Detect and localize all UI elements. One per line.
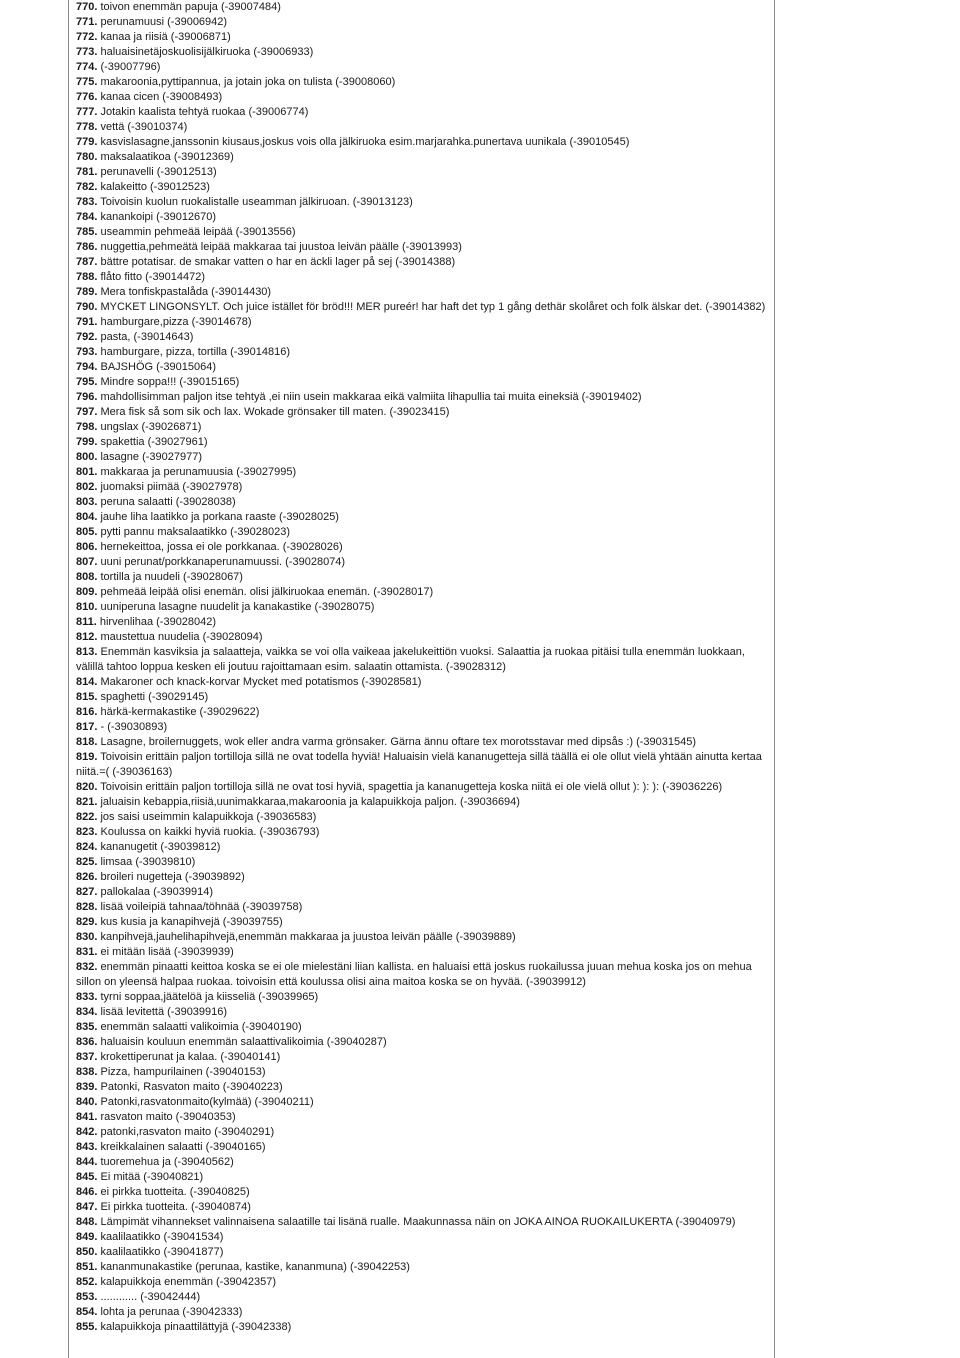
item-number: 821. [76,796,98,808]
list-item [76,1005,770,1020]
item-number: 827. [76,886,98,898]
item-number: 810. [76,601,98,613]
list-item [76,1080,770,1095]
item-text: ei pirkka tuotteita. (-39040825) [100,1186,250,1198]
list-item [76,150,770,165]
item-text: limsaa (-39039810) [100,856,196,868]
list-item [76,105,770,120]
list-item [76,75,770,90]
item-text: lisää levitettä (-39039916) [100,1006,228,1018]
item-text: Makaroner och knack-korvar Mycket med potatismos (-39028581) [100,676,422,688]
item-number: 800. [76,451,98,463]
item-text: kreikkalainen salaatti (-39040165) [100,1141,266,1153]
item-number: 817. [76,721,98,733]
item-number: 825. [76,856,98,868]
item-number: 792. [76,331,98,343]
response-list [76,0,770,1335]
item-text: hernekeittoa, jossa ei ole porkkanaa. (-39028026) [100,541,343,553]
item-text: nuggettia,pehmeätä leipää makkaraa tai juustoa leivän päälle (-39013993) [100,241,462,253]
item-text: makaroonia,pyttipannua, ja jotain joka on tulista (-39008060) [100,76,396,88]
item-text: toivon enemmän papuja (-39007484) [100,1,281,13]
item-text: Lämpimät vihannekset valinnaisena salaatille tai lisänä rualle. Maakunnassa näin on JOKA AINOA RUOKAILUKERTA (-39040979) [100,1216,736,1228]
item-number: 820. [76,781,98,793]
item-text: krokettiperunat ja kalaa. (-39040141) [100,1051,281,1063]
item-number: 779. [76,136,98,148]
item-number: 813. [76,646,98,658]
item-text: spaghetti (-39029145) [100,691,209,703]
item-number: 786. [76,241,98,253]
list-item [76,1185,770,1200]
item-text: jos saisi useimmin kalapuikkoja (-39036583) [100,811,317,823]
item-text: ............ (-39042444) [100,1291,201,1303]
list-item [76,840,770,855]
item-text: kalapuikkoja pinaattilättyjä (-39042338) [100,1321,292,1333]
list-item [76,390,770,405]
item-number: 822. [76,811,98,823]
item-number: 777. [76,106,98,118]
item-number: 835. [76,1021,98,1033]
list-item [76,945,770,960]
item-text: bättre potatisar. de smakar vatten o har en äckli lager på sej (-39014388) [100,256,456,268]
item-number: 785. [76,226,98,238]
item-number: 787. [76,256,98,268]
item-text: lisää voileipiä tahnaa/töhnää (-39039758) [100,901,303,913]
item-text: Jotakin kaalista tehtyä ruokaa (-39006774) [100,106,309,118]
list-item [76,45,770,60]
list-item [76,420,770,435]
list-item [76,1095,770,1110]
item-text: hamburgare,pizza (-39014678) [100,316,252,328]
item-number: 781. [76,166,98,178]
list-item [76,30,770,45]
item-text: hamburgare, pizza, tortilla (-39014816) [100,346,291,358]
list-item [76,1050,770,1065]
item-text: Patonki,rasvatonmaito(kylmää) (-39040211) [100,1096,314,1108]
item-number: 836. [76,1036,98,1048]
item-number: 819. [76,751,98,763]
item-text: Toivoisin erittäin paljon tortilloja sillä ne ovat tosi hyviä, spagettia ja kananugetteja koska niitä ei ole vielä ollut ): ): ): (-39036226) [100,781,723,793]
item-number: 790. [76,301,98,313]
item-text: Ei pirkka tuotteita. (-39040874) [100,1201,251,1213]
item-text: pytti pannu maksalaatikko (-39028023) [100,526,291,538]
item-text: Mindre soppa!!! (-39015165) [100,376,240,388]
list-item [76,795,770,810]
item-number: 791. [76,316,98,328]
item-number: 807. [76,556,98,568]
item-number: 776. [76,91,98,103]
list-item [76,270,770,285]
item-number: 805. [76,526,98,538]
list-item [76,570,770,585]
list-item [76,735,770,750]
item-text: kasvislasagne,janssonin kiusaus,joskus vois olla jälkiruoka esim.marjarahka.punertava uunikala (-39010545) [100,136,630,148]
item-text: (-39007796) [100,61,161,73]
list-item [76,1200,770,1215]
list-item [76,750,770,780]
list-item [76,60,770,75]
item-text: ungslax (-39026871) [100,421,202,433]
item-number: 851. [76,1261,98,1273]
list-item [76,900,770,915]
item-number: 842. [76,1126,98,1138]
list-item [76,810,770,825]
item-text: hirvenlihaa (-39028042) [99,616,217,628]
list-item [76,1320,770,1335]
item-number: 799. [76,436,98,448]
item-number: 834. [76,1006,98,1018]
item-number: 854. [76,1306,98,1318]
item-number: 794. [76,361,98,373]
item-text: patonki,rasvaton maito (-39040291) [100,1126,275,1138]
list-item [76,315,770,330]
list-item [76,0,770,15]
list-item [76,240,770,255]
item-text: tuoremehua ja (-39040562) [100,1156,234,1168]
item-number: 855. [76,1321,98,1333]
list-item [76,255,770,270]
list-item [76,720,770,735]
item-text: ei mitään lisää (-39039939) [100,946,234,958]
item-number: 815. [76,691,98,703]
item-text: kalapuikkoja enemmän (-39042357) [100,1276,276,1288]
item-number: 801. [76,466,98,478]
item-text: Toivoisin erittäin paljon tortilloja sillä ne ovat todella hyviä! Haluaisin vielä kananugetteja sillä täällä ei ole ollut vielä yhtään ainutta kertaa niitä.=( (-39036163) [76,751,762,778]
item-number: 797. [76,406,98,418]
list-item [76,495,770,510]
item-number: 848. [76,1216,98,1228]
item-text: kalakeitto (-39012523) [100,181,210,193]
item-text: haluaisinetäjoskuolisijälkiruoka (-39006933) [100,46,314,58]
item-text: kaalilaatikko (-39041877) [100,1246,224,1258]
item-number: 780. [76,151,98,163]
item-number: 770. [76,1,98,13]
list-item [76,1215,770,1230]
list-item [76,180,770,195]
item-number: 841. [76,1111,98,1123]
item-number: 839. [76,1081,98,1093]
item-text: kanankoipi (-39012670) [100,211,217,223]
list-item [76,1155,770,1170]
item-number: 832. [76,961,98,973]
item-number: 818. [76,736,98,748]
list-item [76,630,770,645]
list-item [76,1230,770,1245]
list-item [76,15,770,30]
item-number: 830. [76,931,98,943]
list-item [76,1170,770,1185]
item-text: lasagne (-39027977) [100,451,203,463]
list-item [76,600,770,615]
item-number: 828. [76,901,98,913]
item-number: 837. [76,1051,98,1063]
list-item [76,1110,770,1125]
item-text: juomaksi piimää (-39027978) [100,481,243,493]
item-number: 811. [76,616,97,628]
item-number: 784. [76,211,98,223]
list-item [76,1245,770,1260]
item-text: perunamuusi (-39006942) [100,16,228,28]
item-text: vettä (-39010374) [100,121,188,133]
list-item [76,960,770,990]
list-item [76,1065,770,1080]
list-item [76,1035,770,1050]
list-item [76,870,770,885]
item-number: 823. [76,826,98,838]
item-text: kanaa cicen (-39008493) [100,91,223,103]
list-item [76,165,770,180]
list-item [76,330,770,345]
item-text: haluaisin kouluun enemmän salaattivalikoimia (-39040287) [100,1036,387,1048]
list-item [76,225,770,240]
item-text: kananugetit (-39039812) [100,841,221,853]
item-text: tyrni soppaa,jäätelöä ja kiisseliä (-39039965) [100,991,319,1003]
item-number: 798. [76,421,98,433]
item-text: peruna salaatti (-39028038) [100,496,236,508]
item-text: härkä-kermakastike (-39029622) [100,706,260,718]
list-item [76,990,770,1005]
item-text: enemmän pinaatti keittoa koska se ei ole mielestäni liian kallista. en haluaisi että joskus ruokailussa juuan mehua koska jos on mehua sillon on yleensä halpaa ruokaa. toivoisin että koulussa olisi aina maitoa koska se on hyvää. (-39039912) [76,961,752,988]
list-item [76,210,770,225]
list-item [76,915,770,930]
item-text: makkaraa ja perunamuusia (-39027995) [100,466,297,478]
list-item [76,435,770,450]
list-item [76,360,770,375]
item-text: BAJSHÖG (-39015064) [100,361,217,373]
list-item [76,405,770,420]
item-text: perunavelli (-39012513) [100,166,217,178]
list-item [76,690,770,705]
item-text: useammin pehmeää leipää (-39013556) [100,226,296,238]
item-number: 840. [76,1096,98,1108]
item-text: Lasagne, broilernuggets, wok eller andra varma grönsaker. Gärna ännu oftare tex morotsstavar med dipsås :) (-39031545) [100,736,697,748]
item-text: lohta ja perunaa (-39042333) [100,1306,243,1318]
item-text: kanaa ja riisiä (-39006871) [100,31,231,43]
item-number: 771. [76,16,98,28]
item-text: flåto fitto (-39014472) [100,271,206,283]
item-number: 829. [76,916,98,928]
list-item [76,345,770,360]
list-item [76,135,770,150]
item-number: 788. [76,271,98,283]
item-text: pasta, (-39014643) [100,331,194,343]
item-text: Koulussa on kaikki hyviä ruokia. (-39036793) [100,826,320,838]
item-number: 802. [76,481,98,493]
item-text: maustettua nuudelia (-39028094) [100,631,263,643]
item-number: 772. [76,31,98,43]
item-number: 778. [76,121,98,133]
list-item [76,195,770,210]
list-item [76,1140,770,1155]
list-item [76,480,770,495]
item-number: 804. [76,511,98,523]
item-text: pehmeää leipää olisi enemän. olisi jälkiruokaa enemän. (-39028017) [100,586,434,598]
item-number: 812. [76,631,98,643]
item-text: kanpihvejä,jauhelihapihvejä,enemmän makkaraa ja juustoa leivän päälle (-39039889) [100,931,516,943]
list-item [76,300,770,315]
item-number: 831. [76,946,98,958]
list-item [76,465,770,480]
list-item [76,1290,770,1305]
list-item [76,675,770,690]
item-number: 816. [76,706,98,718]
item-text: Mera fisk så som sik och lax. Wokade grönsaker till maten. (-39023415) [100,406,450,418]
item-number: 844. [76,1156,98,1168]
item-number: 803. [76,496,98,508]
item-text: uuniperuna lasagne nuudelit ja kanakastike (-39028075) [100,601,375,613]
item-number: 789. [76,286,98,298]
item-number: 814. [76,676,98,688]
list-item [76,825,770,840]
list-item [76,540,770,555]
item-text: jauhe liha laatikko ja porkana raaste (-39028025) [100,511,339,523]
item-number: 838. [76,1066,98,1078]
item-number: 833. [76,991,98,1003]
item-text: - (-39030893) [100,721,168,733]
item-text: kaalilaatikko (-39041534) [100,1231,224,1243]
item-text: Ei mitää (-39040821) [100,1171,204,1183]
list-item [76,615,770,630]
item-number: 806. [76,541,98,553]
list-item [76,705,770,720]
list-item [76,510,770,525]
item-text: Toivoisin kuolun ruokalistalle useamman jälkiruoan. (-39013123) [100,196,413,208]
item-text: kus kusia ja kanapihvejä (-39039755) [100,916,283,928]
item-text: kananmunakastike (perunaa, kastike, kananmuna) (-39042253) [100,1261,410,1273]
item-number: 826. [76,871,98,883]
list-item [76,780,770,795]
item-number: 808. [76,571,98,583]
item-text: jaluaisin kebappia,riisiä,uunimakkaraa,makaroonia ja kalapuikkoja paljon. (-39036694) [100,796,520,808]
item-number: 849. [76,1231,98,1243]
list-item [76,450,770,465]
list-item [76,285,770,300]
list-item [76,1260,770,1275]
item-number: 846. [76,1186,98,1198]
item-text: enemmän salaatti valikoimia (-39040190) [100,1021,302,1033]
list-item [76,585,770,600]
item-text: MYCKET LINGONSYLT. Och juice istället för bröd!!! MER pureér! har haft det typ 1 gång dethär skolåret och folk älskar det. (-39014382) [100,301,766,313]
list-item [76,1305,770,1320]
list-item [76,1020,770,1035]
item-number: 809. [76,586,98,598]
item-text: maksalaatikoa (-39012369) [100,151,234,163]
item-text: tortilla ja nuudeli (-39028067) [100,571,243,583]
list-item [76,645,770,675]
item-number: 824. [76,841,98,853]
item-number: 845. [76,1171,98,1183]
item-text: broileri nugetteja (-39039892) [100,871,245,883]
list-item [76,525,770,540]
item-number: 853. [76,1291,98,1303]
item-text: Patonki, Rasvaton maito (-39040223) [100,1081,283,1093]
item-number: 795. [76,376,98,388]
list-item [76,555,770,570]
item-text: rasvaton maito (-39040353) [100,1111,236,1123]
item-text: spakettia (-39027961) [100,436,208,448]
item-text: Enemmän kasviksia ja salaatteja, vaikka se voi olla vaikeaa jakelukeittiön vuoksi. Salaattia ja ruokaa pitäisi tulla enemmän luokkaan, välillä tahtoo loppua kesken eli joutuu rajoittamaan esim. salaatin ottamista. (-39028312) [76,646,745,673]
item-number: 783. [76,196,98,208]
item-number: 775. [76,76,98,88]
item-text: Pizza, hampurilainen (-39040153) [100,1066,266,1078]
list-item [76,90,770,105]
item-number: 843. [76,1141,98,1153]
list-item [76,375,770,390]
item-number: 774. [76,61,98,73]
list-item [76,855,770,870]
item-number: 793. [76,346,98,358]
item-number: 796. [76,391,98,403]
list-item [76,120,770,135]
item-text: pallokalaa (-39039914) [100,886,214,898]
item-text: mahdollisimman paljon itse tehtyä ,ei niin usein makkaraa eikä valmiita lihapullia tai muita eineksiä (-39019402) [100,391,642,403]
list-item [76,1125,770,1140]
item-number: 847. [76,1201,98,1213]
item-number: 773. [76,46,98,58]
list-item [76,1275,770,1290]
item-text: uuni perunat/porkkanaperunamuussi. (-39028074) [100,556,346,568]
list-item [76,885,770,900]
item-number: 852. [76,1276,98,1288]
item-number: 782. [76,181,98,193]
item-number: 850. [76,1246,98,1258]
list-item [76,930,770,945]
item-text: Mera tonfiskpastalåda (-39014430) [100,286,272,298]
